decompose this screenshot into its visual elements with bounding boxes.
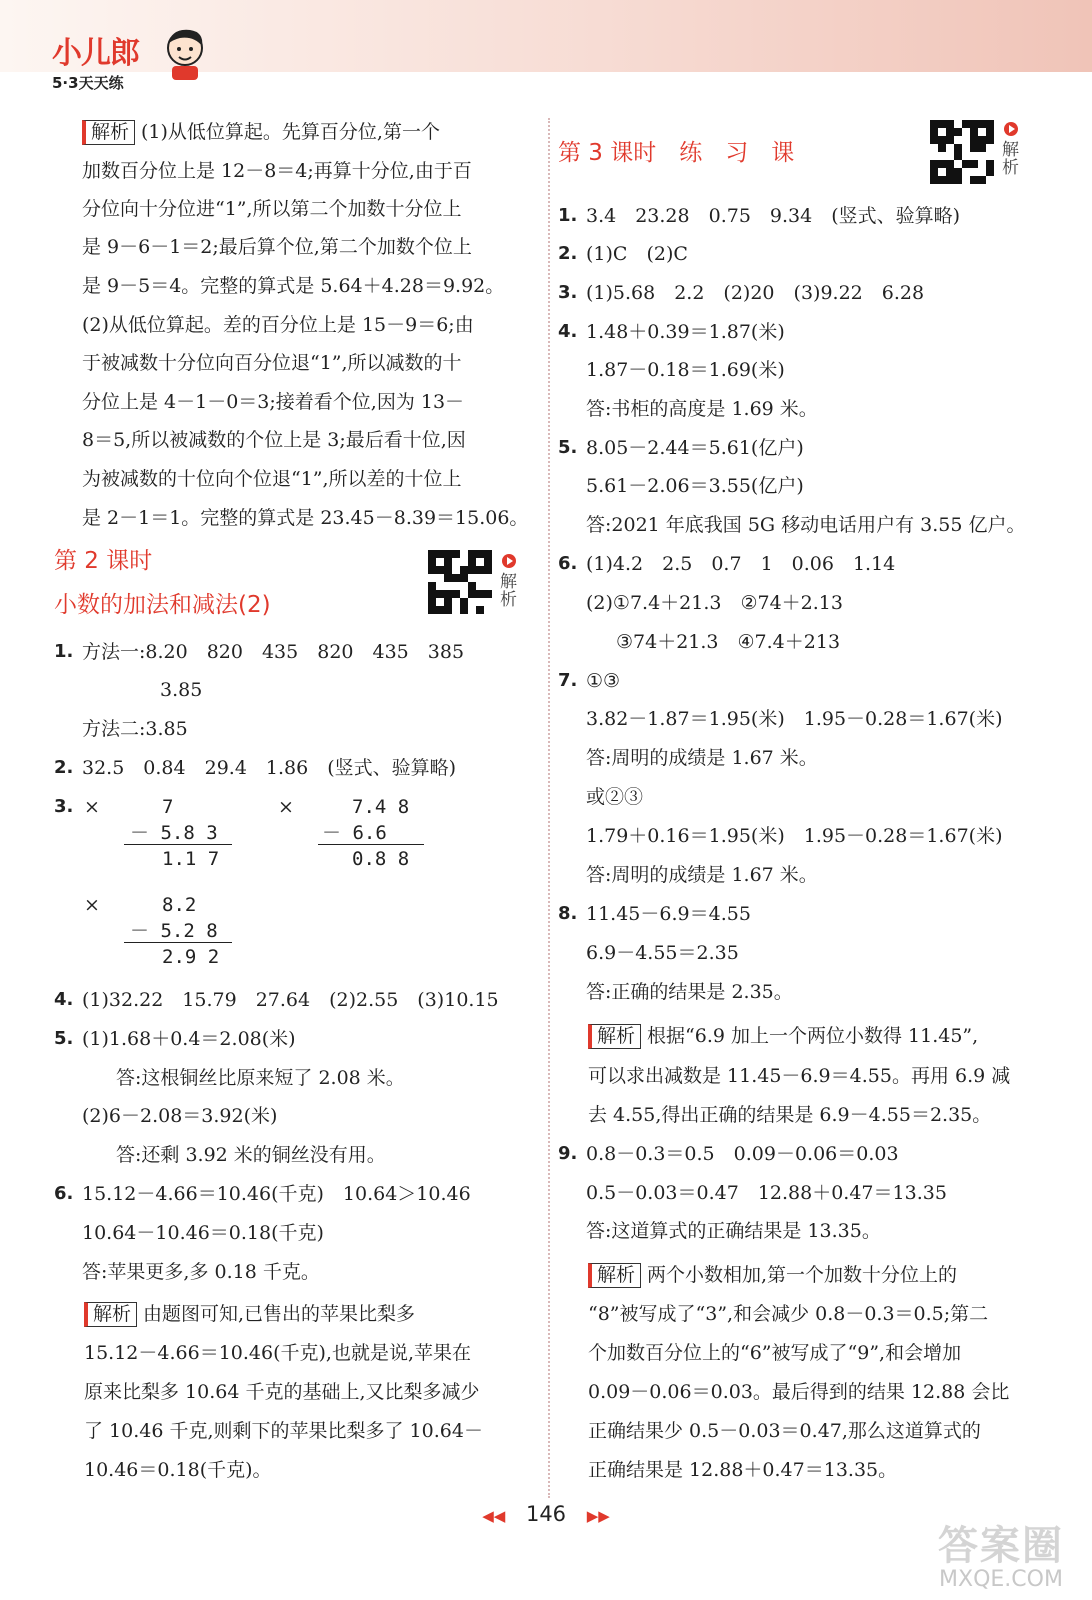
vertical-calc-sub: － 6.6 xyxy=(322,822,387,844)
answer-line: 方法二:3.85 xyxy=(82,718,188,740)
answer-line: 3.85 xyxy=(160,679,203,701)
vertical-calc-result: 0.8 8 xyxy=(352,848,410,870)
play-arrow-icon xyxy=(1004,122,1018,136)
analysis-line: 分位向十分位进“1”,所以第二个加数十分位上 xyxy=(82,198,462,220)
question-number: 3. xyxy=(558,282,578,303)
vertical-calc-top: 7.4 8 xyxy=(352,796,410,818)
watermark-logo: 答案圈 xyxy=(938,1522,1064,1569)
answer-line: 15.12－4.66＝10.46(千克) 10.64＞10.46 xyxy=(82,1183,471,1205)
qr-label: 解析 xyxy=(500,572,517,610)
answer-line: (2)6－2.08＝3.92(米) xyxy=(82,1105,278,1127)
brand-logo xyxy=(52,28,139,93)
vertical-calc-top: 7 xyxy=(162,796,174,818)
analysis-line: 15.12－4.66＝10.46(千克),也就是说,苹果在 xyxy=(84,1342,471,1364)
answer-line: 答:周明的成绩是 1.67 米。 xyxy=(586,864,818,886)
answer-line: 8.05－2.44＝5.61(亿户) xyxy=(586,437,804,459)
page-footer xyxy=(0,1502,1092,1532)
answer-line: 1.48＋0.39＝1.87(米) xyxy=(586,321,785,343)
answer-line: 0.8－0.3＝0.5 0.09－0.06＝0.03 xyxy=(586,1143,899,1165)
answer-line: 11.45－6.9＝4.55 xyxy=(586,903,751,925)
qr-label: 解析 xyxy=(1002,140,1019,178)
answer-line: 答:书柜的高度是 1.69 米。 xyxy=(586,398,818,420)
brand-name: 小儿郎 xyxy=(52,36,139,71)
prev-page-icon[interactable]: ◀◀ xyxy=(482,1507,506,1525)
answer-line: 答:2021 年底我国 5G 移动电话用户有 3.55 亿户。 xyxy=(586,514,1026,536)
wrong-mark: × xyxy=(84,796,100,818)
analysis-line: 了 10.46 千克,则剩下的苹果比梨多了 10.64－ xyxy=(84,1420,483,1442)
analysis-line: 于被减数十分位向百分位退“1”,所以减数的十 xyxy=(82,352,462,374)
vertical-calc-top: 8.2 xyxy=(162,894,197,916)
question-number: 9. xyxy=(558,1143,578,1164)
question-number: 4. xyxy=(558,321,578,342)
question-number: 1. xyxy=(558,205,578,226)
analysis-block-2: 解析 由题图可知,已售出的苹果比梨多 xyxy=(84,1302,415,1327)
analysis-block-4: 解析 两个小数相加,第一个加数十分位上的 xyxy=(588,1263,957,1288)
question-number: 5. xyxy=(558,437,578,458)
question-number: 2. xyxy=(558,243,578,264)
question-number: 6. xyxy=(54,1183,74,1204)
answer-line: 答:周明的成绩是 1.67 米。 xyxy=(586,747,818,769)
analysis-line: 原来比梨多 10.64 千克的基础上,又比梨多减少 xyxy=(84,1381,480,1403)
question-number: 3. xyxy=(54,796,74,817)
analysis-tag: 解析 xyxy=(84,1302,137,1327)
answer-line: 方法一:8.20 820 435 820 435 385 xyxy=(82,641,465,663)
answer-line: (1)4.2 2.5 0.7 1 0.06 1.14 xyxy=(586,553,896,575)
answer-line: 3.82－1.87＝1.95(米) 1.95－0.28＝1.67(米) xyxy=(586,708,1003,730)
analysis-line: 可以求出减数是 11.45－6.9＝4.55。再用 6.9 减 xyxy=(588,1065,1011,1087)
analysis-line: 正确结果少 0.5－0.03＝0.47,那么这道算式的 xyxy=(588,1420,981,1442)
question-number: 6. xyxy=(558,553,578,574)
answer-line: ③74＋21.3 ④7.4＋213 xyxy=(616,631,841,653)
vertical-calc-rule xyxy=(318,844,424,845)
answer-line: 答:正确的结果是 2.35。 xyxy=(586,981,793,1003)
lesson-2-title: 第 2 课时 xyxy=(54,548,153,574)
analysis-tag: 解析 xyxy=(82,120,135,145)
answer-line: 1.79＋0.16＝1.95(米) 1.95－0.28＝1.67(米) xyxy=(586,825,1003,847)
answer-line: 答:这道算式的正确结果是 13.35。 xyxy=(586,1220,881,1242)
play-arrow-icon xyxy=(502,554,516,568)
answer-line: 答:还剩 3.92 米的铜丝没有用。 xyxy=(116,1144,386,1166)
answer-line: (2)①7.4＋21.3 ②74＋2.13 xyxy=(586,592,843,614)
vertical-calc-rule xyxy=(124,844,232,845)
answer-line: 32.5 0.84 29.4 1.86 (竖式、验算略) xyxy=(82,757,457,779)
question-number: 7. xyxy=(558,670,578,691)
analysis-line: 去 4.55,得出正确的结果是 6.9－4.55＝2.35。 xyxy=(588,1104,992,1126)
vertical-calc-sub: － 5.8 3 xyxy=(130,822,218,844)
analysis-line: 是 2－1＝1。完整的算式是 23.45－8.39＝15.06。 xyxy=(82,507,529,529)
analysis-line: (2)从低位算起。差的百分位上是 15－9＝6;由 xyxy=(82,314,474,336)
page-number: 146 xyxy=(525,1502,567,1526)
vertical-calc-rule xyxy=(124,942,232,943)
vertical-calc-sub: － 5.2 8 xyxy=(130,920,218,942)
wrong-mark: × xyxy=(278,796,294,818)
brand-subtitle: 5·3天天练 xyxy=(52,74,124,92)
analysis-tag: 解析 xyxy=(588,1024,641,1049)
answer-line: 1.87－0.18＝1.69(米) xyxy=(586,359,785,381)
analysis-line: 0.09－0.06＝0.03。最后得到的结果 12.88 会比 xyxy=(588,1381,1010,1403)
column-divider xyxy=(548,118,550,1498)
answer-line: 答:这根铜丝比原来短了 2.08 米。 xyxy=(116,1067,405,1089)
analysis-line: “8”被写成了“3”,和会减少 0.8－0.3＝0.5;第二 xyxy=(588,1303,989,1325)
analysis-line: 是 9－5＝4。完整的算式是 5.64＋4.28＝9.92。 xyxy=(82,275,505,297)
question-number: 2. xyxy=(54,757,74,778)
question-number: 8. xyxy=(558,903,578,924)
analysis-line: 10.46＝0.18(千克)。 xyxy=(84,1459,272,1481)
qr-code-icon[interactable] xyxy=(930,120,994,184)
analysis-block-1: 解析 (1)从低位算起。先算百分位,第一个 xyxy=(82,120,440,145)
analysis-line: 为被减数的十位向个位退“1”,所以差的十位上 xyxy=(82,468,462,490)
answer-line: 0.5－0.03＝0.47 12.88＋0.47＝13.35 xyxy=(586,1182,947,1204)
analysis-block-3: 解析 根据“6.9 加上一个两位小数得 11.45”, xyxy=(588,1024,978,1049)
answer-line: (1)1.68＋0.4＝2.08(米) xyxy=(82,1028,296,1050)
analysis-line: 个加数百分位上的“6”被写成了“9”,和会增加 xyxy=(588,1342,962,1364)
answer-line: (1)C (2)C xyxy=(586,243,688,265)
next-page-icon[interactable]: ▶▶ xyxy=(586,1507,610,1525)
answer-line: 答:苹果更多,多 0.18 千克。 xyxy=(82,1261,320,1283)
answer-line: 5.61－2.06＝3.55(亿户) xyxy=(586,475,804,497)
vertical-calc-result: 1.1 7 xyxy=(162,848,220,870)
answer-line: 3.4 23.28 0.75 9.34 (竖式、验算略) xyxy=(586,205,961,227)
watermark-url: MXQE.COM xyxy=(939,1566,1063,1592)
analysis-line: 分位上是 4－1－0＝3;接着看个位,因为 13－ xyxy=(82,391,465,413)
answer-line: 10.64－10.46＝0.18(千克) xyxy=(82,1222,324,1244)
answer-line: (1)32.22 15.79 27.64 (2)2.55 (3)10.15 xyxy=(82,989,499,1011)
analysis-line: 是 9－6－1＝2;最后算个位,第二个加数个位上 xyxy=(82,236,472,258)
vertical-calc-result: 2.9 2 xyxy=(162,946,220,968)
answer-line: 6.9－4.55＝2.35 xyxy=(586,942,739,964)
analysis-tag: 解析 xyxy=(588,1263,641,1288)
mascot-icon xyxy=(160,26,210,82)
answer-line: 或②③ xyxy=(586,786,644,808)
question-number: 1. xyxy=(54,641,74,662)
answer-line: (1)5.68 2.2 (2)20 (3)9.22 6.28 xyxy=(586,282,925,304)
answer-line: ①③ xyxy=(586,670,621,692)
wrong-mark: × xyxy=(84,894,100,916)
qr-code-icon[interactable] xyxy=(428,550,492,614)
lesson-3-title: 第 3 课时 练 习 课 xyxy=(558,140,795,166)
analysis-line: 8＝5,所以被减数的个位上是 3;最后看十位,因 xyxy=(82,429,466,451)
lesson-2-subtitle: 小数的加法和减法(2) xyxy=(54,592,271,618)
analysis-line: 加数百分位上是 12－8＝4;再算十分位,由于百 xyxy=(82,160,472,182)
watermark xyxy=(938,1524,1064,1592)
analysis-line: 正确结果是 12.88＋0.47＝13.35。 xyxy=(588,1459,898,1481)
question-number: 5. xyxy=(54,1028,74,1049)
question-number: 4. xyxy=(54,989,74,1010)
